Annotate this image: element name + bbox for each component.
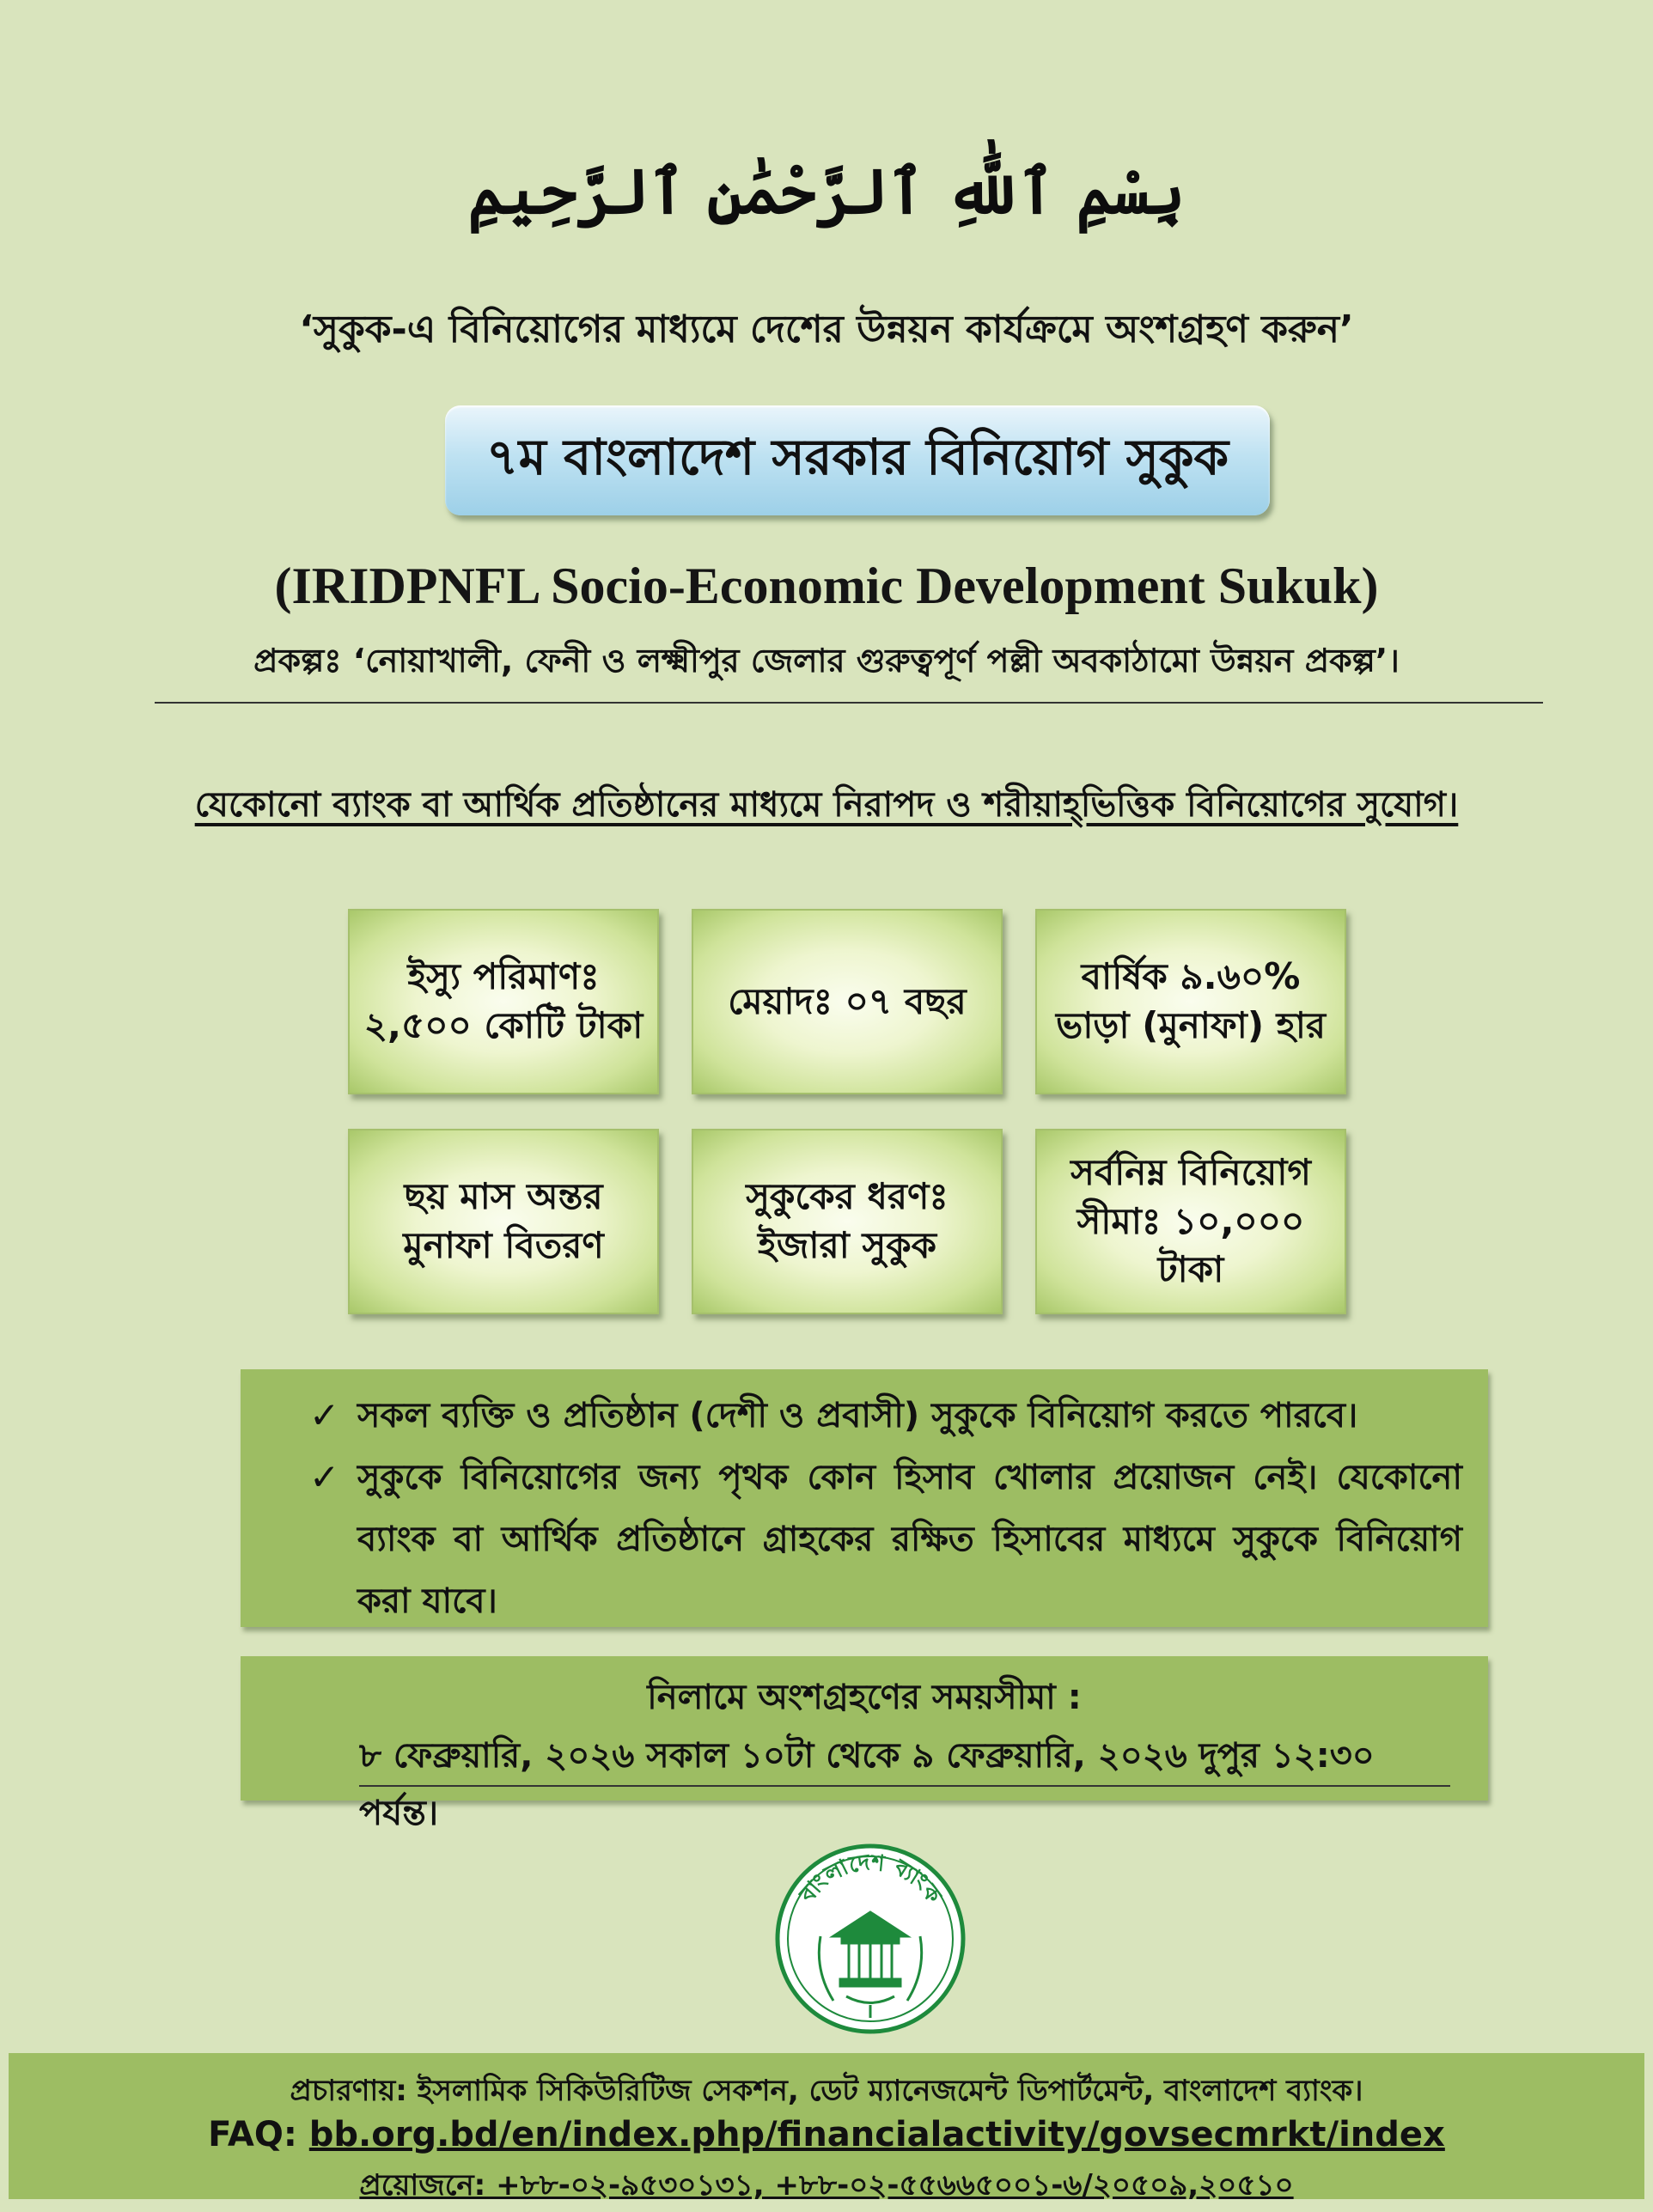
card-text: বার্ষিক ৯.৬০% ভাড়া (মুনাফা) হার — [1055, 955, 1327, 1046]
card-text: ছয় মাস অন্তর মুনাফা বিতরণ — [403, 1175, 604, 1266]
feature-text: সকল ব্যক্তি ও প্রতিষ্ঠান (দেশী ও প্রবাসী) সুকুকে বিনিয়োগ করতে পারবে। — [357, 1396, 1358, 1435]
card-text: মেয়াদঃ ০৭ বছর — [728, 979, 967, 1022]
card-text: সুকুকের ধরণঃ ইজারা সুকুক — [746, 1175, 948, 1266]
auction-deadline-panel — [241, 1656, 1488, 1833]
card-profit-distribution — [348, 1129, 659, 1314]
bangladesh-bank-logo — [773, 1842, 967, 2036]
footer — [9, 2053, 1644, 2203]
divider — [155, 702, 1543, 704]
publicity-credit: প্রচারণায়: ইসলামিক সিকিউরিটিজ সেকশন, ডেট ম্যানেজমেন্ট ডিপার্টমেন্ট, বাংলাদেশ ব্যাংক। — [290, 2074, 1363, 2108]
investment-opportunity-text: যেকোনো ব্যাংক বা আর্থিক প্রতিষ্ঠানের মাধ্যমে নিরাপদ ও শরীয়াহ্‌ভিত্তিক বিনিয়োগের সুযোগ। — [194, 785, 1459, 825]
logo-text-path: বাংলাদেশ ব্যাংক — [795, 1849, 947, 1909]
feature-item — [309, 1385, 1462, 1447]
english-title: (IRIDPNFL Socio-Economic Development Sukuk) — [274, 558, 1379, 614]
features-panel — [241, 1369, 1488, 1627]
checkmark-icon: ✓ — [309, 1394, 340, 1436]
contact-numbers: প্রয়োজনে: +৮৮-০২-৯৫৩০১৩১, +৮৮-০২-৫৫৬৬৫০০১-৬/২০৫০৯,২০৫১০ — [359, 2168, 1294, 2203]
info-cards — [348, 909, 1353, 1318]
checkmark-icon: ✓ — [309, 1456, 340, 1498]
faq-label: FAQ: — [208, 2115, 297, 2154]
slogan: ‘সুকুক-এ বিনিয়োগের মাধ্যমে দেশের উন্নয়ন কার্যক্রমে অংশগ্রহণ করুন’ — [299, 308, 1354, 351]
card-text: ইস্যু পরিমাণঃ ২,৫০০ কোটি টাকা — [363, 955, 644, 1046]
card-rental-rate — [1035, 909, 1346, 1094]
card-text: সর্বনিম্ন বিনিয়োগ সীমাঃ ১০,০০০ টাকা — [1070, 1150, 1311, 1291]
deadline-underline — [359, 1785, 1450, 1787]
card-minimum-investment — [1035, 1129, 1346, 1314]
faq-line — [9, 2115, 1644, 2154]
sukuk-title: ৭ম বাংলাদেশ সরকার বিনিয়োগ সুকুক — [485, 427, 1229, 486]
sukuk-title-box — [445, 405, 1270, 515]
card-tenure — [692, 909, 1003, 1094]
card-sukuk-type — [692, 1129, 1003, 1314]
deadline-title: নিলামে অংশগ্রহণের সময়সীমা : — [647, 1678, 1082, 1717]
feature-text: সুকুকে বিনিয়োগের জন্য পৃথক কোন হিসাব খোলার প্রয়োজন নেই। যেকোনো ব্যাংক বা আর্থিক প্রতিষ্ঠানে গ্রাহকের রক্ষিত হিসাবের মাধ্যমে সুকুকে বিনিয়োগ করা যাবে। — [357, 1458, 1462, 1621]
feature-item — [309, 1447, 1462, 1632]
investment-opportunity — [86, 777, 1567, 835]
deadline-range: ৮ ফেব্রুয়ারি, ২০২৬ সকাল ১০টা থেকে ৯ ফেব্রুয়ারি, ২০২৬ দুপুর ১২:৩০ পর্যন্ত। — [359, 1736, 1375, 1833]
faq-link[interactable]: bb.org.bd/en/index.php/financialactivity/govsecmrkt/index — [308, 2115, 1445, 2154]
card-issue-amount — [348, 909, 659, 1094]
project-name: প্রকল্পঃ ‘নোয়াখালী, ফেনী ও লক্ষ্মীপুর জেলার গুরুত্বপূর্ণ পল্লী অবকাঠামো উন্নয়ন প্রকল্প’। — [253, 642, 1400, 679]
bismillah-calligraphy: بِسْمِ ٱللَّٰهِ ٱلرَّحْمَٰنِ ٱلرَّحِيمِ — [467, 155, 1186, 228]
